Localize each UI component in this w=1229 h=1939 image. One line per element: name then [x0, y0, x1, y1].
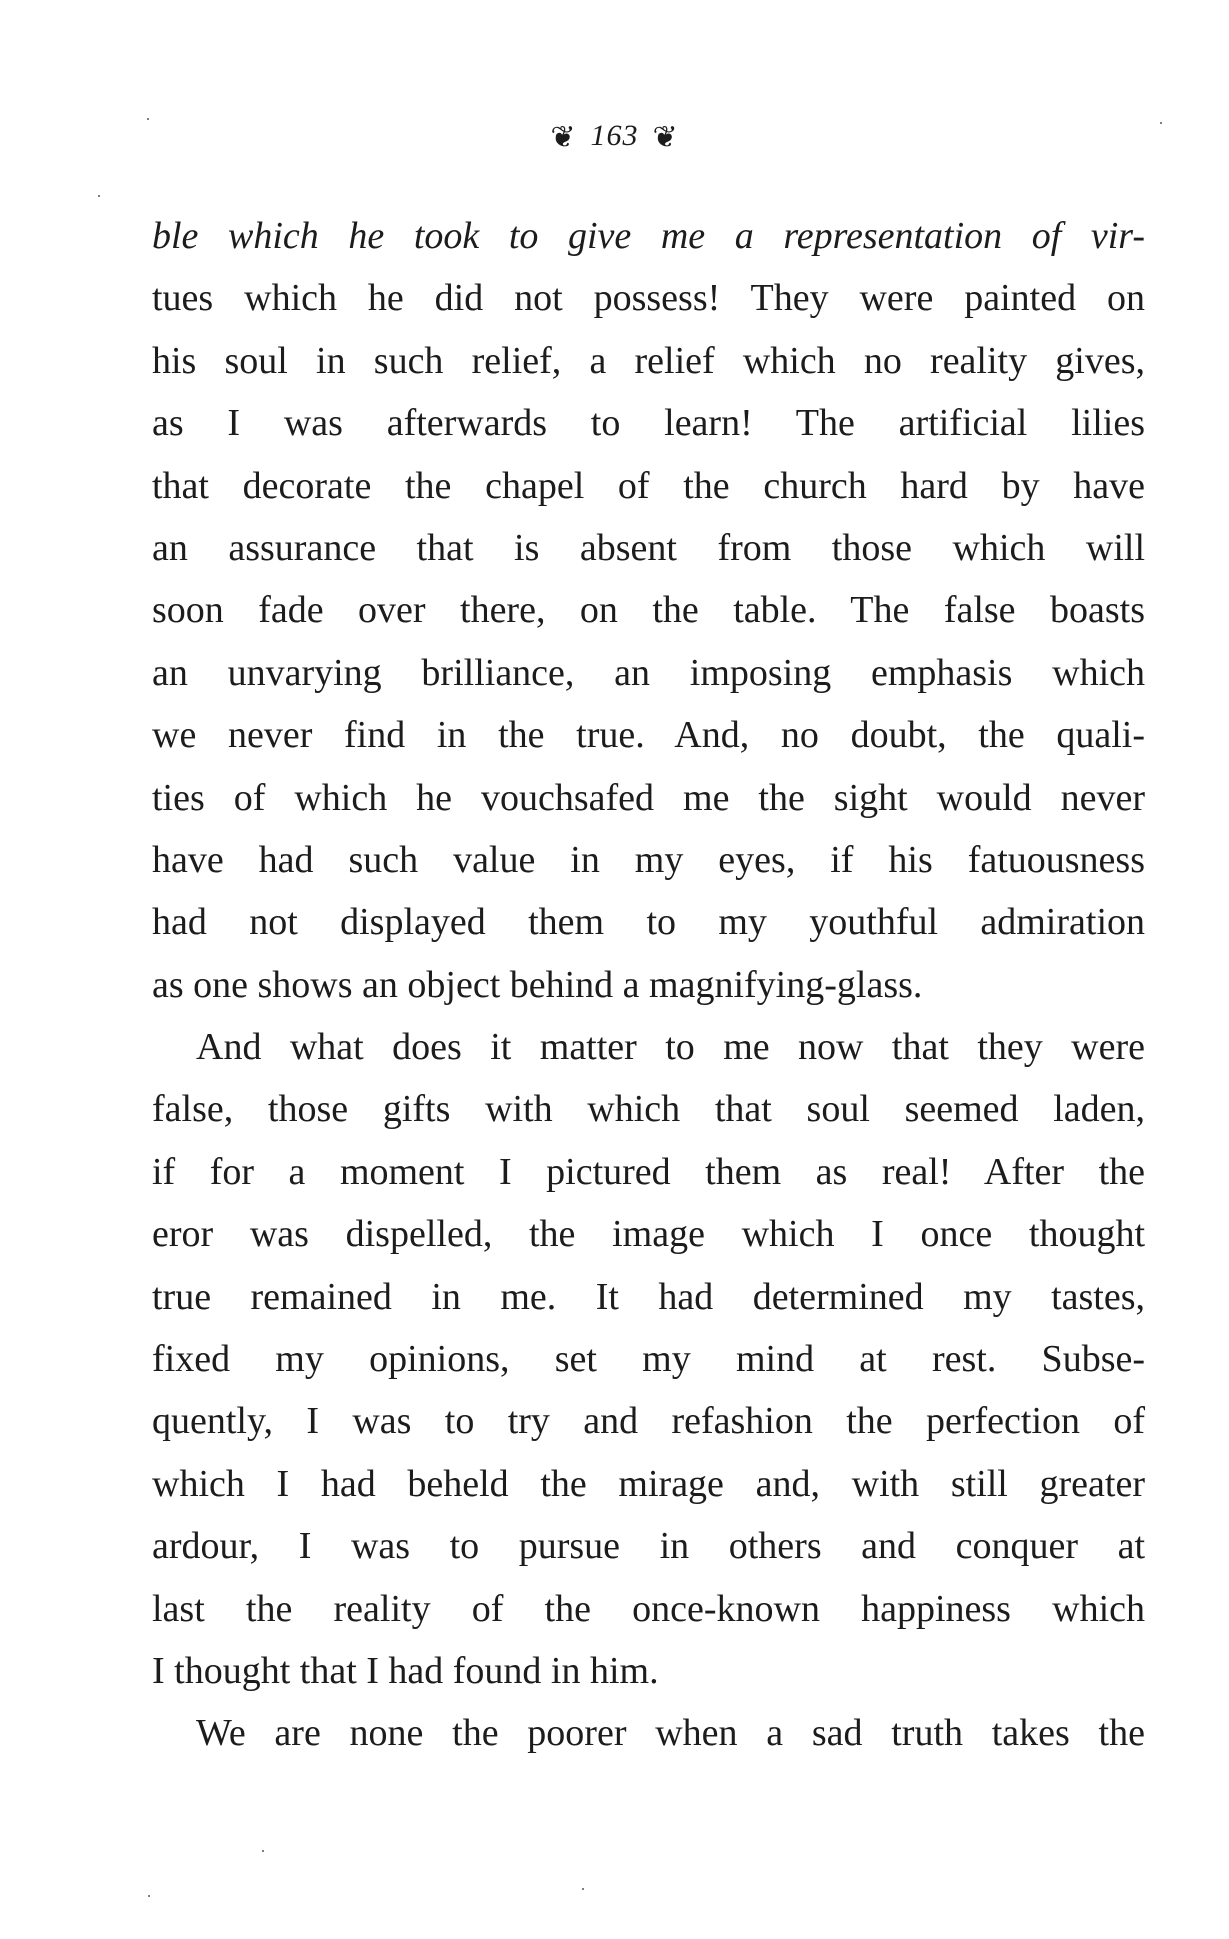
- text-line: tues which he did not possess! They were painted on: [152, 277, 1145, 320]
- text-line: We are none the poorer when a sad truth takes the: [196, 1712, 1145, 1755]
- text-line: ble which he took to give me a representation of vir-: [152, 215, 1145, 257]
- text-line: And what does it matter to me now that they were: [196, 1026, 1145, 1069]
- text-line: quently, I was to try and refashion the perfection of: [152, 1400, 1145, 1443]
- body-text: [152, 205, 1145, 1765]
- page-header: [0, 118, 1229, 153]
- text-line: if for a moment I pictured them as real! After the: [152, 1150, 1145, 1193]
- text-line: I thought that I had found in him.: [152, 1649, 659, 1692]
- text-line: which I had beheld the mirage and, with still greater: [152, 1462, 1145, 1505]
- paper-speck: [582, 1888, 584, 1890]
- page-number: 163: [590, 119, 639, 152]
- paper-speck: [148, 1895, 150, 1897]
- text-line: as I was afterwards to learn! The artificial lilies: [152, 402, 1145, 445]
- fleuron-left-icon: ❦: [550, 121, 577, 154]
- text-line: we never find in the true. And, no doubt, the quali-: [152, 714, 1145, 757]
- text-line: last the reality of the once-known happiness which: [152, 1587, 1145, 1630]
- text-line: fixed my opinions, set my mind at rest. Subse-: [152, 1338, 1145, 1381]
- paper-speck: [262, 1850, 264, 1852]
- text-line: false, those gifts with which that soul seemed laden,: [152, 1088, 1145, 1131]
- paper-speck: [98, 195, 100, 197]
- text-line: ardour, I was to pursue in others and conquer at: [152, 1525, 1145, 1568]
- text-line: that decorate the chapel of the church hard by have: [152, 464, 1145, 507]
- fleuron-right-icon: ❦: [652, 121, 679, 154]
- text-line: eror was dispelled, the image which I once thought: [152, 1213, 1145, 1256]
- paper-speck: [147, 118, 149, 120]
- paper-speck: [1160, 122, 1162, 124]
- text-line: had not displayed them to my youthful admiration: [152, 901, 1145, 944]
- text-line: his soul in such relief, a relief which no reality gives,: [152, 339, 1145, 382]
- text-line: as one shows an object behind a magnifying-glass.: [152, 963, 923, 1006]
- text-line: have had such value in my eyes, if his fatuousness: [152, 838, 1145, 881]
- text-line: an assurance that is absent from those which will: [152, 526, 1145, 569]
- text-line: soon fade over there, on the table. The false boasts: [152, 589, 1145, 632]
- text-line: ties of which he vouchsafed me the sight would never: [152, 776, 1145, 819]
- text-line: an unvarying brilliance, an imposing emphasis which: [152, 651, 1145, 694]
- text-line: true remained in me. It had determined my tastes,: [152, 1275, 1145, 1318]
